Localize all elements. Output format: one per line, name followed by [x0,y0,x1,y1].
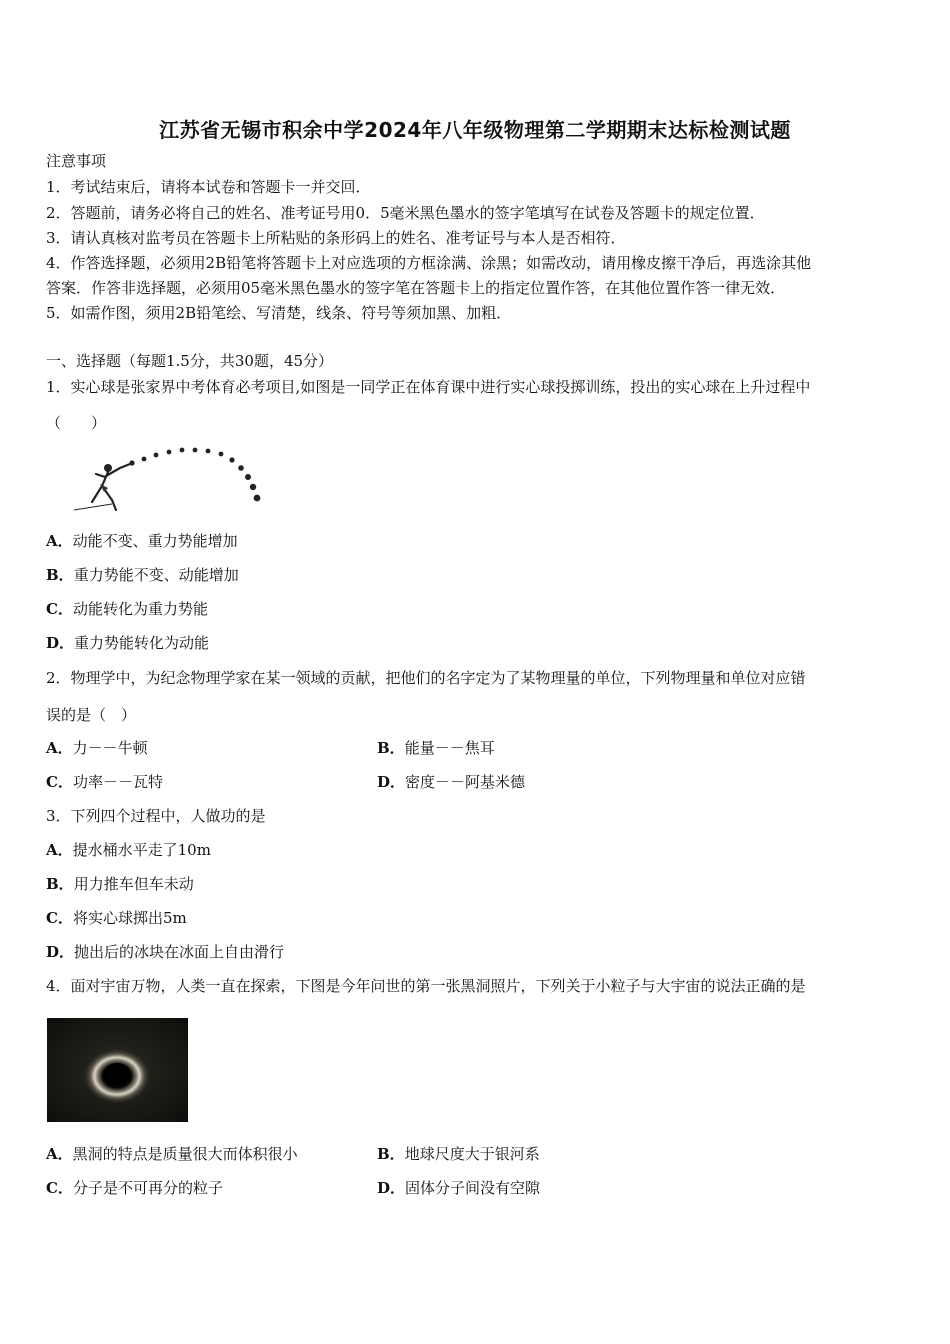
q3-option-b[interactable]: B．用力推车但车未动 [46,875,194,893]
q4-option-c[interactable]: C．分子是不可再分的粒子 [46,1179,223,1197]
notice-item-4: 4．作答选择题，必须用2B铅笔将答题卡上对应选项的方框涂满、涂黑；如需改动，请用橡皮擦干净后，再选涂其他 [46,254,812,272]
q2-stem: 2．物理学中，为纪念物理学家在某一领域的贡献，把他们的名字定为了某物理量的单位，下列物理量和单位对应错 [46,669,806,687]
section-heading: 一、选择题（每题1.5分，共30题，45分） [46,352,334,370]
q3-stem: 3．下列四个过程中，人做功的是 [46,807,266,825]
q2-option-b[interactable]: B．能量－－焦耳 [377,739,495,757]
q4-stem: 4．面对宇宙万物，人类一直在探索，下图是今年问世的第一张黑洞照片，下列关于小粒子与大宇宙的说法正确的是 [46,977,806,995]
athlete-head [104,464,112,472]
page-title: 江苏省无锡市积余中学2024年八年级物理第二学期期末达标检测试题 [159,118,791,142]
shot-put-figure [72,444,268,516]
q1-option-c[interactable]: C．动能转化为重力势能 [46,600,208,618]
q2-option-c[interactable]: C．功率－－瓦特 [46,773,163,791]
notice-item-1: 1．考试结束后，请将本试卷和答题卡一并交回． [46,178,371,196]
q3-option-d[interactable]: D．抛出后的冰块在冰面上自由滑行 [46,943,285,961]
q4-option-b[interactable]: B．地球尺度大于银河系 [377,1145,540,1163]
q1-option-a[interactable]: A．动能不变、重力势能增加 [46,532,238,550]
q4-option-d[interactable]: D．固体分子间没有空隙 [377,1179,541,1197]
q1-paren: （ ） [46,414,107,432]
trajectory-dots [129,448,260,502]
q4-option-a[interactable]: A．黑洞的特点是质量很大而体积很小 [46,1145,298,1163]
notice-item-4-cont: 答案．作答非选择题，必须用05毫米黑色墨水的签字笔在答题卡上的指定位置作答，在其他位置作答一律无效． [46,279,786,297]
notice-item-5: 5．如需作图，须用2B铅笔绘、写清楚，线条、符号等须加黑、加粗． [46,304,512,322]
q1-stem: 1．实心球是张家界中考体育必考项目,如图是一同学正在体育课中进行实心球投掷训练，投出的实心球在上升过程中 [46,378,811,396]
q2-option-d[interactable]: D．密度－－阿基米德 [377,773,526,791]
q3-option-a[interactable]: A．提水桶水平走了10m [46,841,211,859]
notice-item-2: 2．答题前，请务必将自己的姓名、准考证号用0．5毫米黑色墨水的签字笔填写在试卷及答题卡的规定位置． [46,204,765,222]
q2-option-a[interactable]: A．力－－牛顿 [46,739,148,757]
notice-item-3: 3．请认真核对监考员在答题卡上所粘贴的条形码上的姓名、准考证号与本人是否相符． [46,229,626,247]
q1-option-b[interactable]: B．重力势能不变、动能增加 [46,566,239,584]
q1-option-d[interactable]: D．重力势能转化为动能 [46,634,210,652]
q3-option-c[interactable]: C．将实心球掷出5m [46,909,187,927]
notice-heading: 注意事项 [46,152,107,170]
q2-stem-cont: 误的是（ ） [46,706,137,724]
black-hole-image [47,1018,188,1122]
